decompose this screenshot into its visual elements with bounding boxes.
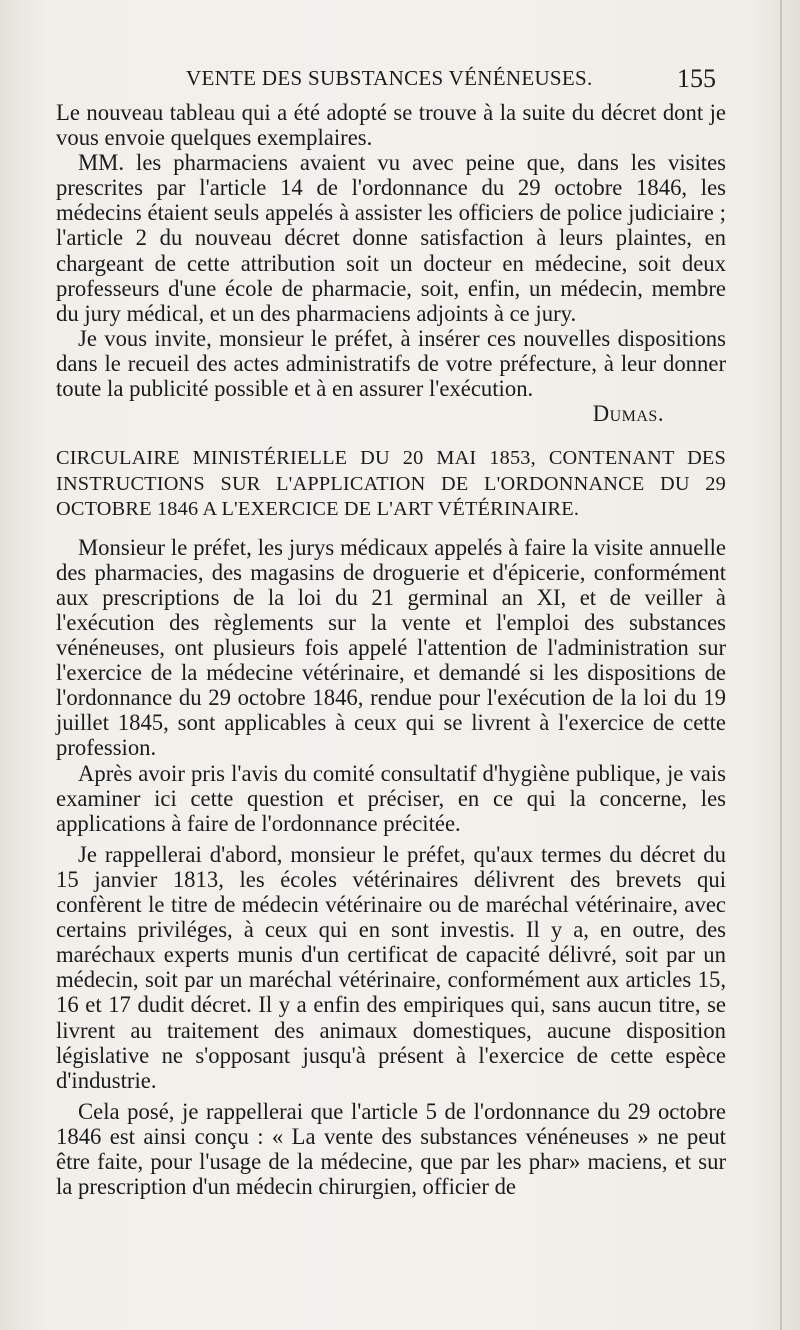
spacer (56, 426, 726, 438)
running-title: VENTE DES SUBSTANCES VÉNÉNEUSES. (186, 66, 593, 90)
page-number: 155 (677, 64, 716, 93)
circular-title: CIRCULAIRE MINISTÉRIELLE DU 20 MAI 1853, CONTENANT DES INSTRUCTIONS SUR L'APPLICATION DE L'ORDONNANCE DU 29 OCTOBRE 1846 A L'EXERCICE DE L'ART VÉTÉRINAIRE. (56, 447, 726, 521)
paragraph: Je rappellerai d'abord, monsieur le préfet, qu'aux termes du décret du 15 janvier 1813, les écoles vétérinaires délivrent des brevets qui confèrent le titre de médecin vétérinaire ou de maréchal vétérinaire, avec certains priviléges, à ceux qui en sont investis. Il y a, en outre, des maréchaux experts munis d'un certificat de capacité délivré, soit par un médecin, soit par un maréchal vétérinaire, conformément aux articles 15, 16 et 17 dudit décret. Il y a enfin des empiriques qui, sans aucun titre, se livrent au traitement des animaux domestiques, aucune disposition législative ne s'opposant jusqu'à présent à l'exercice de cette espèce d'industrie. (56, 841, 726, 1093)
page-body (56, 100, 726, 1199)
paragraph: Cela posé, je rappellerai que l'article 5 de l'ordonnance du 29 octobre 1846 est ainsi conçu : « La vente des substances vénéneuses » ne peut être faite, pour l'usage de la médecine, que par les phar» maciens, et sur la prescription d'un médecin chirurgien, officier de (56, 1098, 726, 1200)
page-header (56, 64, 716, 98)
paragraph: Je vous invite, monsieur le préfet, à insérer ces nouvelles dispositions dans le recueil des actes administratifs de votre préfecture, à leur donner toute la publicité possible et à en assurer l'exécution. (56, 325, 726, 402)
page-edge (780, 0, 782, 1330)
paragraph: Le nouveau tableau qui a été adopté se trouve à la suite du décret dont je vous envoie quelques exemplaires. (56, 100, 726, 151)
paragraph: MM. les pharmaciens avaient vu avec peine que, dans les visites prescrites par l'article 14 de l'ordonnance du 29 octobre 1846, les médecins étaient seuls appelés à assister les officiers de police judiciaire ; l'article 2 du nouveau décret donne satisfaction à leurs plaintes, en chargeant de cette attribution soit un docteur en médecine, soit deux professeurs d'une école de pharmacie, soit, enfin, un médecin, membre du jury médical, et un des pharmaciens adjoints à ce jury. (56, 150, 726, 326)
signature: Dumas. (592, 401, 664, 427)
paragraph: Monsieur le préfet, les jurys médicaux appelés à faire la visite annuelle des pharmacies, des magasins de droguerie et d'épicerie, conformément aux prescriptions de la loi du 21 germinal an XI, et de veiller à l'exécution des règlements sur la vente et l'emploi des substances vénéneuses, ont plusieurs fois appelé l'attention de l'administration sur l'exercice de la médecine vétérinaire, et demandé si les dispositions de l'ordonnance du 29 octobre 1846, rendue pour l'exécution de la loi du 19 juillet 1845, sont applicables à ceux qui se livrent à l'exercice de cette profession. (56, 534, 726, 761)
paragraph: Après avoir pris l'avis du comité consultatif d'hygiène publique, je vais examiner ici cette question et préciser, en ce qui la concerne, les applications à faire de l'ordonnance précitée. (56, 760, 726, 836)
